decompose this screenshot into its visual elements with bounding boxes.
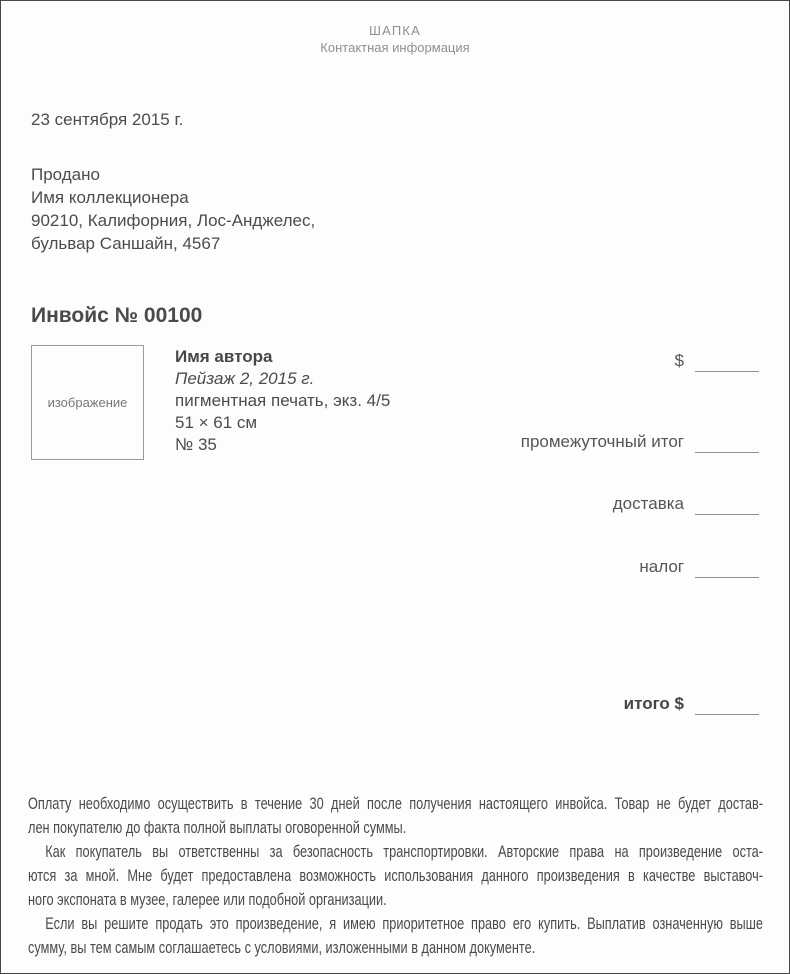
artwork-edition-number: № 35	[175, 435, 217, 454]
header-contact-info-label: Контактная информация	[320, 40, 470, 55]
shipping-row	[613, 496, 759, 515]
image-placeholder-label: изображение	[47, 395, 128, 410]
shipping-label: доставка	[612, 494, 684, 513]
subtotal-label: промежуточный итог	[520, 432, 684, 451]
price-currency-label: $	[674, 351, 684, 370]
buyer-address-line-2: бульвар Саншайн, 4567	[31, 234, 221, 253]
payment-terms	[28, 792, 763, 960]
invoice-date: 23 сентября 2015 г.	[31, 110, 184, 129]
artwork-title: Пейзаж 2, 2015 г.	[175, 369, 315, 388]
subtotal-row	[521, 434, 759, 453]
buyer-name: Имя коллекционера	[31, 188, 189, 207]
total-label: итого $	[623, 694, 684, 713]
total-blank-line	[695, 696, 759, 715]
artwork-image-placeholder	[31, 345, 144, 460]
subtotal-blank-line	[695, 434, 759, 453]
terms-line: Оплату необходимо осуществить в течение 30 дней после получения настоящего инвойса. Товар не будет достав-	[28, 794, 763, 813]
price-row	[675, 353, 759, 372]
total-row	[624, 696, 759, 715]
tax-blank-line	[695, 559, 759, 578]
page-header	[1, 22, 789, 56]
sold-to-label: Продано	[31, 165, 100, 184]
terms-line: ного экспоната в музее, галерее или подобной организации.	[28, 890, 387, 909]
invoice-title: Инвойс № 00100	[31, 304, 203, 327]
artwork-dimensions: 51 × 61 см	[175, 413, 258, 432]
buyer-block	[31, 163, 315, 255]
terms-line: Как покупатель вы ответственны за безопасность транспортировки. Авторские права на произведение оста-	[45, 842, 763, 861]
tax-label: налог	[639, 557, 684, 576]
artwork-details	[175, 346, 390, 456]
terms-line: ются за мной. Мне будет предоставлена возможность использования данного произведения в качестве выставоч-	[28, 866, 763, 885]
tax-row	[639, 559, 759, 578]
terms-line: лен покупателю до факта полной выплаты оговоренной суммы.	[28, 818, 407, 837]
header-placeholder-label: ШАПКА	[368, 23, 422, 38]
price-blank-line	[695, 353, 759, 372]
artwork-medium: пигментная печать, экз. 4/5	[175, 391, 391, 410]
terms-line: Если вы решите продать это произведение, я имею приоритетное право его купить. Выплатив означенную выше	[45, 914, 763, 933]
terms-line: сумму, вы тем самым соглашаетесь с условиями, изложенными в данном документе.	[28, 938, 536, 957]
artist-name: Имя автора	[175, 347, 273, 366]
shipping-blank-line	[695, 496, 759, 515]
buyer-address-line-1: 90210, Калифорния, Лос-Анджелес,	[31, 211, 316, 230]
